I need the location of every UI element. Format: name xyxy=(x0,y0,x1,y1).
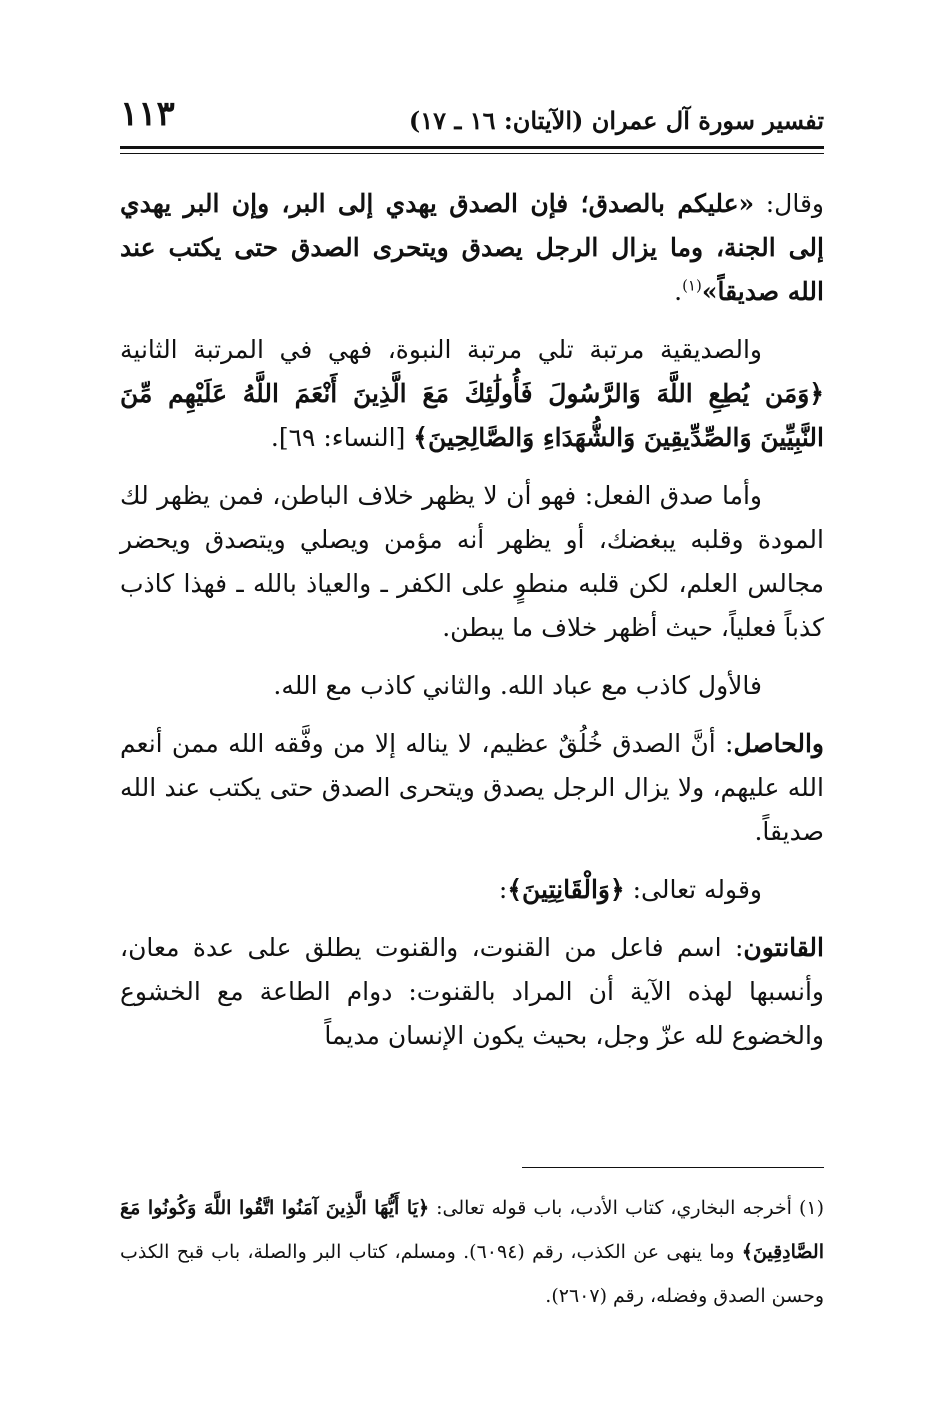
verse-citation: [النساء: ٦٩]. xyxy=(270,423,414,452)
paragraph-end: . xyxy=(674,277,683,306)
footnote-verse: ﴿يَا أَيُّهَا الَّذِينَ آمَنُوا اتَّقُوا اللَّهَ وَكُونُوا مَعَ الصَّادِقِينَ﴾ xyxy=(120,1197,824,1263)
footnote-text: أخرجه البخاري، كتاب الأدب، باب قوله تعالى: xyxy=(429,1197,799,1219)
paragraph-text: والصديقية مرتبة تلي مرتبة النبوة، فهي في المرتبة الثانية xyxy=(120,335,762,364)
paragraph-end: : xyxy=(498,875,508,904)
footnote-number: (١) xyxy=(798,1197,825,1219)
paragraph-intro: وقال: xyxy=(754,189,824,218)
paragraph-text: وقوله تعالى: xyxy=(624,875,762,904)
paragraph-siddiqiyya xyxy=(120,328,824,460)
running-header xyxy=(120,92,824,144)
paragraph-conclusion xyxy=(120,722,824,854)
footnote-separator xyxy=(522,1167,824,1168)
quran-verse: ﴿وَالْقَانِتِينَ﴾ xyxy=(507,875,625,904)
term-heading: القانتون xyxy=(743,933,824,962)
footnote-1 xyxy=(120,1186,824,1318)
footnote-text: وما ينهى عن الكذب، رقم (٦٠٩٤). ومسلم، كتاب البر والصلة، باب قبح الكذب وحسن الصدق وفضله، رقم (٢٦٠٧). xyxy=(120,1241,824,1307)
paragraph-hadith xyxy=(120,182,824,314)
paragraph-qanitun-definition xyxy=(120,926,824,1058)
footnote-reference[interactable]: (١) xyxy=(682,276,702,295)
header-rule-thin xyxy=(120,153,824,154)
paragraph-text: : اسم فاعل من القنوت، والقنوت يطلق على عدة معان، وأنسبها لهذه الآية أن المراد بالقنوت: دوام الطاعة مع الخشوع والخضوع لله عزّ وجل، بحيث يكون الإنسان مديماً xyxy=(120,933,824,1050)
paragraph-liars: فالأول كاذب مع عباد الله. والثاني كاذب مع الله. xyxy=(273,671,762,700)
quran-verse: ﴿وَمَن يُطِعِ اللَّهَ وَالرَّسُولَ فَأُولَٰئِكَ مَعَ الَّذِينَ أَنْعَمَ اللَّهُ عَلَيْهِم مِّنَ النَّبِيِّينَ وَالصِّدِّيقِينَ وَالشُّهَدَاءِ وَالصَّالِحِينَ﴾ xyxy=(120,379,824,452)
term-heading: والحاصل xyxy=(733,729,824,758)
hadith-quote: «عليكم بالصدق؛ فإن الصدق يهدي إلى البر، وإن البر يهدي إلى الجنة، وما يزال الرجل يصدق ويتحرى الصدق حتى يكتب عند الله صديقاً» xyxy=(120,189,824,306)
header-rule-thick xyxy=(120,146,824,149)
footnote xyxy=(120,1186,824,1318)
paragraph-deed-truth: وأما صدق الفعل: فهو أن لا يظهر خلاف الباطن، فمن يظهر لك المودة وقلبه يبغضك، أو يظهر أنه مؤمن ويصلي ويتصدق ويحضر مجالس العلم، لكن قلبه منطوٍ على الكفر ـ والعياذ بالله ـ فهذا كاذب كذباً فعلياً، حيث أظهر خلاف ما يبطن. xyxy=(120,481,824,642)
paragraph-text: : أنَّ الصدق خُلُقٌ عظيم، لا يناله إلا من وفَّقه الله ممن أنعم الله عليهم، ولا يزال الرجل يصدق ويتحرى الصدق حتى يكتب عند الله صديقاً. xyxy=(120,729,824,846)
header-title: تفسير سورة آل عمران (الآيتان: ١٦ ـ ١٧) xyxy=(408,106,824,135)
main-text xyxy=(120,182,824,1072)
page-number: ١١٣ xyxy=(120,94,175,134)
paragraph-qanitin xyxy=(120,868,824,912)
